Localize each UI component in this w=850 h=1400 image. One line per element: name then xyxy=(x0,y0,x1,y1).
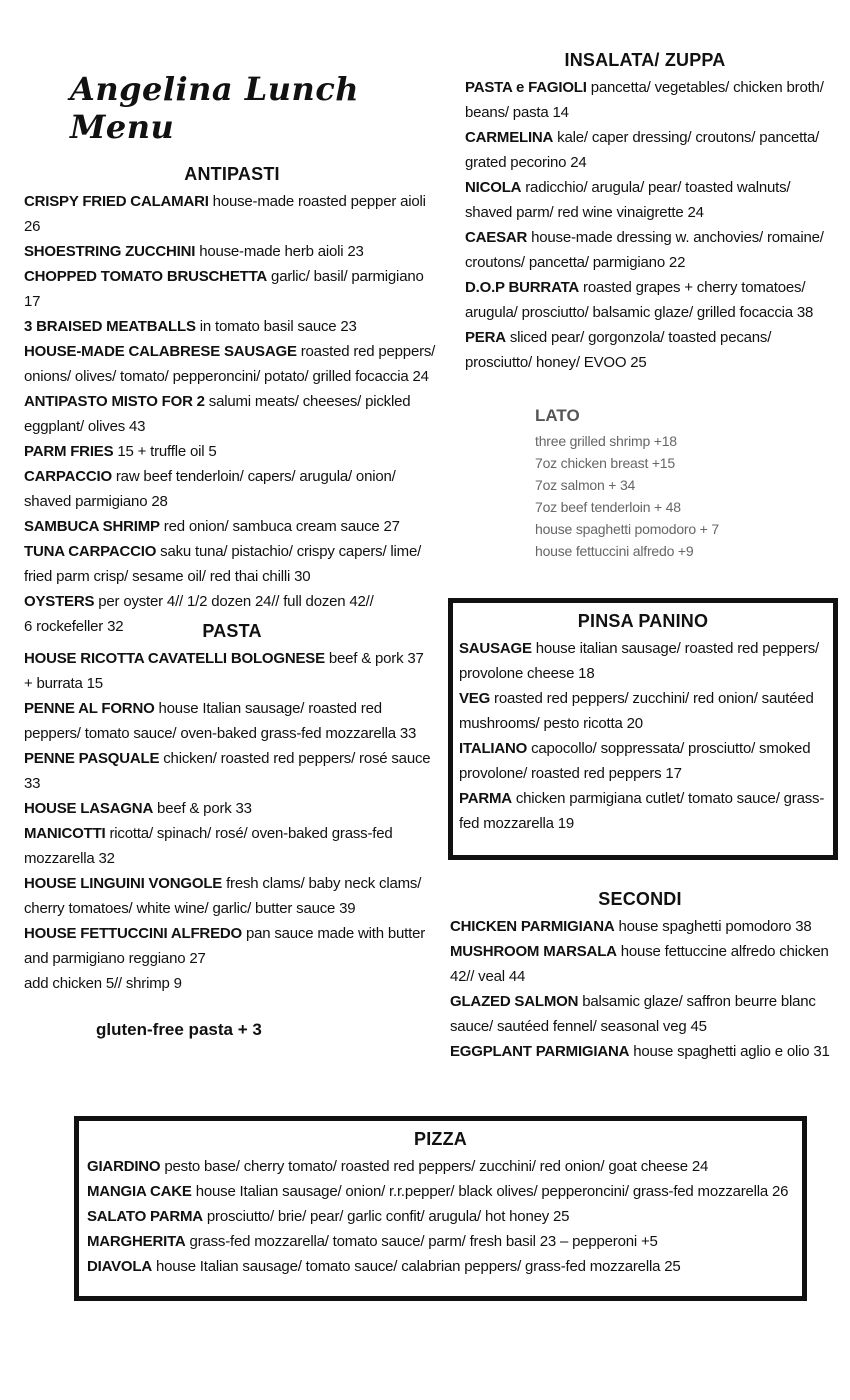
menu-title: Angelina Lunch Menu xyxy=(70,70,360,146)
menu-item-name: TUNA CARPACCIO xyxy=(24,543,157,560)
secondi-heading: SECONDI xyxy=(598,889,682,909)
menu-item xyxy=(465,175,825,225)
menu-item-name: CHOPPED TOMATO BRUSCHETTA xyxy=(24,268,268,285)
menu-item xyxy=(450,914,830,939)
menu-item-name: PARM FRIES xyxy=(24,443,114,460)
menu-item xyxy=(24,646,440,671)
menu-item xyxy=(24,589,440,614)
menu-item-name: EGGPLANT PARMIGIANA xyxy=(450,1043,630,1060)
menu-item xyxy=(465,75,825,125)
menu-item xyxy=(24,871,440,921)
menu-item-description: house-made roasted pepper aioli 26 xyxy=(24,193,426,235)
menu-item xyxy=(24,189,440,239)
menu-item xyxy=(24,514,440,539)
menu-item-description: balsamic glaze/ saffron beurre blanc sauce/ sautéed fennel/ seasonal veg 45 xyxy=(450,993,816,1035)
menu-item xyxy=(24,314,440,339)
menu-item xyxy=(24,671,440,696)
menu-item xyxy=(450,939,830,989)
menu-item-description: chicken/ roasted red peppers/ rosé sauce 33 xyxy=(24,750,431,792)
menu-item-name: PERA xyxy=(465,329,506,346)
menu-item-description: roasted red peppers/ onions/ olives/ tomato/ pepperoncini/ potato/ grilled focaccia 24 xyxy=(24,343,436,385)
menu-item xyxy=(450,1039,830,1064)
menu-item-name: CRISPY FRIED CALAMARI xyxy=(24,193,209,210)
menu-item-name: VEG xyxy=(459,690,491,707)
menu-item xyxy=(24,796,440,821)
pasta-list xyxy=(24,646,440,971)
menu-item-name: PENNE PASQUALE xyxy=(24,750,160,767)
secondi-section xyxy=(450,889,830,1064)
menu-item-name: OYSTERS xyxy=(24,593,95,610)
menu-item xyxy=(459,686,827,736)
menu-item-description: salumi meats/ cheeses/ pickled eggplant/ olives 43 xyxy=(24,393,411,435)
menu-item-description: house Italian sausage/ onion/ r.r.pepper/ black olives/ pepperoncini/ grass-fed mozzarella 26 xyxy=(195,1183,789,1200)
menu-item xyxy=(459,786,827,836)
menu-item-description: house Italian sausage/ roasted red peppers/ tomato sauce/ oven-baked grass-fed mozzarella 33 xyxy=(24,700,417,742)
menu-item xyxy=(24,339,440,389)
side-item: house spaghetti pomodoro + 7 xyxy=(535,521,719,537)
insalata-list xyxy=(465,75,825,375)
lato-list xyxy=(535,430,795,562)
pinsa-list xyxy=(459,636,827,836)
menu-item-name: NICOLA xyxy=(465,179,522,196)
menu-item-name: HOUSE FETTUCCINI ALFREDO xyxy=(24,925,242,942)
menu-item-description: pancetta/ vegetables/ chicken broth/ beans/ pasta 14 xyxy=(465,79,824,121)
menu-item xyxy=(465,225,825,275)
side-item: house fettuccini alfredo +9 xyxy=(535,543,694,559)
menu-item-name: MARGHERITA xyxy=(87,1233,186,1250)
menu-item-description: fresh clams/ baby neck clams/ cherry tomatoes/ white wine/ garlic/ butter sauce 39 xyxy=(24,875,422,917)
menu-item-name: SALATO PARMA xyxy=(87,1208,203,1225)
menu-item-name: DIAVOLA xyxy=(87,1258,152,1275)
menu-item-description: pan sauce made with butter and parmigiano reggiano 27 xyxy=(24,925,426,967)
menu-item-description: raw beef tenderloin/ capers/ arugula/ onion/ shaved parmigiano 28 xyxy=(24,468,396,510)
menu-item-name: SHOESTRING ZUCCHINI xyxy=(24,243,196,260)
menu-item xyxy=(87,1229,794,1254)
menu-item xyxy=(24,921,440,971)
menu-item-name: PENNE AL FORNO xyxy=(24,700,155,717)
menu-item xyxy=(24,464,440,514)
menu-item xyxy=(87,1179,794,1204)
menu-item-description: in tomato basil sauce 23 xyxy=(199,318,357,335)
menu-item-description: prosciutto/ brie/ pear/ garlic confit/ arugula/ hot honey 25 xyxy=(206,1208,570,1225)
menu-item-name: CARPACCIO xyxy=(24,468,112,485)
menu-item xyxy=(24,696,440,746)
menu-item xyxy=(450,989,830,1039)
pizza-box xyxy=(74,1116,807,1301)
menu-item-name: 3 BRAISED MEATBALLS xyxy=(24,318,196,335)
pasta-heading: PASTA xyxy=(202,621,262,641)
menu-item xyxy=(465,325,825,375)
pizza-list xyxy=(87,1154,794,1279)
gluten-free-note: gluten-free pasta + 3 xyxy=(96,1020,262,1039)
menu-item-name: CHICKEN PARMIGIANA xyxy=(450,918,615,935)
menu-item-name: MUSHROOM MARSALA xyxy=(450,943,617,960)
menu-item-description: grass-fed mozzarella/ tomato sauce/ parm/ fresh basil 23 – pepperoni +5 xyxy=(189,1233,658,1250)
side-item: 7oz beef tenderloin + 48 xyxy=(535,499,681,515)
menu-item-name: D.O.P BURRATA xyxy=(465,279,580,296)
menu-item xyxy=(24,821,440,871)
secondi-list xyxy=(450,914,830,1064)
menu-item-description: saku tuna/ pistachio/ crispy capers/ lime/ fried parm crisp/ sesame oil/ red thai chilli 30 xyxy=(24,543,422,585)
menu-item xyxy=(24,439,440,464)
menu-item-description: house spaghetti aglio e olio 31 xyxy=(633,1043,830,1060)
antipasti-heading: ANTIPASTI xyxy=(184,164,280,184)
menu-item-name: ANTIPASTO MISTO FOR 2 xyxy=(24,393,205,410)
menu-item-name: HOUSE-MADE CALABRESE SAUSAGE xyxy=(24,343,297,360)
menu-item xyxy=(87,1204,794,1229)
pinsa-heading: PINSA PANINO xyxy=(577,611,709,631)
menu-item-description: ricotta/ spinach/ rosé/ oven-baked grass-fed mozzarella 32 xyxy=(24,825,393,867)
menu-item xyxy=(24,539,440,589)
menu-item-description: sliced pear/ gorgonzola/ toasted pecans/ prosciutto/ honey/ EVOO 25 xyxy=(465,329,772,371)
menu-item xyxy=(465,125,825,175)
menu-item-description: house-made herb aioli 23 xyxy=(199,243,364,260)
menu-item xyxy=(87,1154,794,1179)
menu-item-description: beef & pork 33 xyxy=(157,800,252,817)
menu-item-description: red onion/ sambuca cream sauce 27 xyxy=(163,518,400,535)
menu-item-description: house fettuccine alfredo chicken 42// veal 44 xyxy=(450,943,829,985)
side-item: 7oz salmon + 34 xyxy=(535,477,636,493)
menu-item-description: house spaghetti pomodoro 38 xyxy=(618,918,812,935)
menu-item-name: PARMA xyxy=(459,790,512,807)
menu-item-name: MANGIA CAKE xyxy=(87,1183,192,1200)
side-item: 7oz chicken breast +15 xyxy=(535,455,675,471)
side-item: three grilled shrimp +18 xyxy=(535,433,677,449)
menu-item-name: HOUSE RICOTTA CAVATELLI BOLOGNESE xyxy=(24,650,325,667)
menu-item-description: kale/ caper dressing/ croutons/ pancetta/ grated pecorino 24 xyxy=(465,129,820,171)
menu-item-description: per oyster 4// 1/2 dozen 24// full dozen 42// xyxy=(98,593,374,610)
menu-item xyxy=(459,736,827,786)
menu-item-description: roasted red peppers/ zucchini/ red onion/ sautéed mushrooms/ pesto ricotta 20 xyxy=(459,690,814,732)
menu-item-description: beef & pork 37 xyxy=(328,650,424,667)
menu-item-name: HOUSE LINGUINI VONGOLE xyxy=(24,875,223,892)
menu-item-description: house italian sausage/ roasted red peppers/ provolone cheese 18 xyxy=(459,640,820,682)
menu-item-description: 15 + truffle oil 5 xyxy=(117,443,217,460)
menu-item-name: PASTA e FAGIOLI xyxy=(465,79,587,96)
menu-item-description: pesto base/ cherry tomato/ roasted red peppers/ zucchini/ red onion/ goat cheese 24 xyxy=(164,1158,709,1175)
menu-item xyxy=(24,239,440,264)
menu-item xyxy=(24,389,440,439)
menu-item xyxy=(459,636,827,686)
pinsa-panino-box xyxy=(448,598,838,860)
lato-section xyxy=(535,406,795,562)
pasta-section xyxy=(24,621,440,996)
insalata-heading: INSALATA/ ZUPPA xyxy=(564,50,726,70)
menu-item-description: capocollo/ soppressata/ prosciutto/ smoked provolone/ roasted red peppers 17 xyxy=(459,740,811,782)
menu-item-name: GLAZED SALMON xyxy=(450,993,579,1010)
pizza-heading: PIZZA xyxy=(414,1129,467,1149)
antipasti-list xyxy=(24,189,440,614)
menu-item-name: GIARDINO xyxy=(87,1158,161,1175)
menu-item-description: radicchio/ arugula/ pear/ toasted walnuts/ shaved parm/ red wine vinaigrette 24 xyxy=(465,179,791,221)
menu-item-description: roasted grapes + cherry tomatoes/ arugula/ prosciutto/ balsamic glaze/ grilled focaccia 38 xyxy=(465,279,814,321)
menu-item-description: garlic/ basil/ parmigiano 17 xyxy=(24,268,424,310)
menu-item-name: CARMELINA xyxy=(465,129,554,146)
menu-item-description: + burrata 15 xyxy=(24,675,103,692)
menu-item-name: MANICOTTI xyxy=(24,825,106,842)
antipasti-extra: 6 rockefeller 32 xyxy=(24,618,124,635)
menu-item-description: house-made dressing w. anchovies/ romaine/ croutons/ pancetta/ parmigiano 22 xyxy=(465,229,824,271)
menu-item-description: chicken parmigiana cutlet/ tomato sauce/ grass-fed mozzarella 19 xyxy=(459,790,825,832)
menu-item-name: SAMBUCA SHRIMP xyxy=(24,518,160,535)
menu-item-name: ITALIANO xyxy=(459,740,528,757)
lato-heading: LATO xyxy=(535,406,580,425)
antipasti-section xyxy=(24,164,440,639)
pasta-extra: add chicken 5// shrimp 9 xyxy=(24,975,182,992)
menu-item xyxy=(87,1254,794,1279)
menu-item xyxy=(24,264,440,314)
menu-item-name: SAUSAGE xyxy=(459,640,532,657)
menu-item-name: HOUSE LASAGNA xyxy=(24,800,154,817)
menu-item-description: house Italian sausage/ tomato sauce/ calabrian peppers/ grass-fed mozzarella 25 xyxy=(155,1258,681,1275)
menu-item-name: CAESAR xyxy=(465,229,528,246)
menu-item xyxy=(24,746,440,796)
insalata-section xyxy=(465,50,825,375)
menu-item xyxy=(465,275,825,325)
